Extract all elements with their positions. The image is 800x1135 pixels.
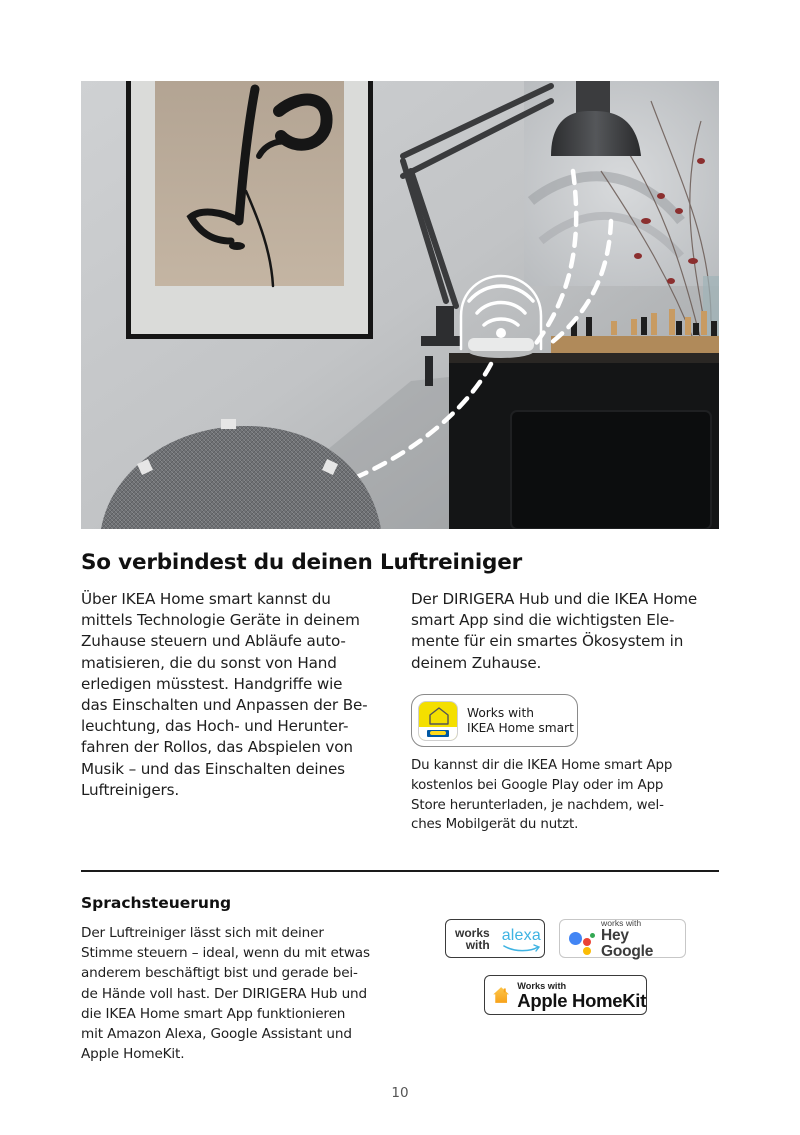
hey-google-label: Hey Google bbox=[601, 926, 654, 960]
text-line: Musik – und das Einschalten deines bbox=[81, 759, 345, 778]
alexa-brand-label: alexa bbox=[501, 926, 541, 944]
text-line: Du kannst dir die IKEA Home smart App bbox=[411, 758, 673, 773]
text-line: fahren der Rollos, das Abspielen von bbox=[81, 738, 353, 757]
text-line: kostenlos bei Google Play oder im App bbox=[411, 777, 664, 793]
text-line: Store herunterladen, je nachdem, wel- bbox=[411, 797, 664, 813]
alexa-smile-icon bbox=[502, 944, 542, 952]
text-line: Stimme steuern – ideal, wenn du mit etwas bbox=[81, 945, 370, 962]
app-download-paragraph bbox=[411, 756, 672, 835]
alexa-with-label: with bbox=[465, 937, 490, 952]
hero-photo bbox=[81, 81, 719, 529]
voice-control-paragraph bbox=[81, 923, 370, 1064]
text-line: matisieren, die du sonst von Hand bbox=[81, 653, 337, 672]
google-assistant-icon bbox=[569, 925, 595, 953]
text-line: smart App sind die wichtigsten Ele- bbox=[411, 611, 675, 630]
apple-homekit-label: Apple HomeKit bbox=[517, 989, 646, 1011]
text-line: Über IKEA Home smart kannst du bbox=[81, 590, 331, 608]
homekit-works-with-label: Works with bbox=[517, 980, 567, 991]
text-line: mittels Technologie Geräte in deinem bbox=[81, 611, 360, 630]
text-line: erledigen müsstest. Handgriffe wie bbox=[81, 674, 343, 693]
page-number: 10 bbox=[391, 1085, 409, 1101]
text-line: mit Amazon Alexa, Google Assistant und bbox=[81, 1026, 352, 1043]
text-line: Apple HomeKit. bbox=[81, 1046, 185, 1063]
ikea-logo-icon bbox=[427, 730, 449, 737]
text-line: leuchtung, das Hoch- und Herunter- bbox=[81, 717, 349, 736]
badge-line-1: Works with bbox=[467, 706, 534, 720]
intro-left-paragraph bbox=[81, 589, 368, 801]
text-line: Zuhause steuern und Abläufe auto- bbox=[81, 632, 346, 651]
text-line: Der DIRIGERA Hub und die IKEA Home bbox=[411, 590, 698, 608]
text-line: die IKEA Home smart App funktionieren bbox=[81, 1005, 346, 1022]
works-with-hey-google-badge bbox=[559, 919, 686, 958]
text-line: Luftreinigers. bbox=[81, 780, 180, 799]
alexa-works-label: works bbox=[455, 925, 490, 940]
text-line: deinem Zuhause. bbox=[411, 653, 542, 672]
works-with-ikea-home-smart-badge bbox=[411, 694, 578, 747]
ikea-home-smart-app-icon bbox=[418, 701, 458, 741]
works-with-alexa-badge bbox=[445, 919, 545, 958]
house-icon bbox=[428, 706, 450, 726]
text-line: mente für ein smartes Ökosystem in bbox=[411, 632, 684, 651]
text-line: ches Mobilgerät du nutzt. bbox=[411, 817, 579, 833]
text-line: de Hände voll hast. Der DIRIGERA Hub und bbox=[81, 985, 367, 1002]
text-line: anderem beschäftigt bist und gerade bei- bbox=[81, 965, 358, 982]
works-with-apple-homekit-badge bbox=[484, 975, 647, 1015]
text-line: Der Luftreiniger lässt sich mit deiner bbox=[81, 925, 324, 941]
homekit-house-icon bbox=[492, 981, 510, 1009]
intro-right-paragraph bbox=[411, 589, 697, 674]
section-divider bbox=[81, 870, 719, 872]
page-headline: So verbindest du deinen Luftreiniger bbox=[81, 550, 522, 575]
text-line: das Einschalten und Anpassen der Be- bbox=[81, 696, 368, 715]
voice-control-heading: Sprachsteuerung bbox=[81, 894, 232, 912]
badge-line-2: IKEA Home smart bbox=[467, 720, 574, 735]
google-works-with-label: works with bbox=[601, 917, 642, 928]
